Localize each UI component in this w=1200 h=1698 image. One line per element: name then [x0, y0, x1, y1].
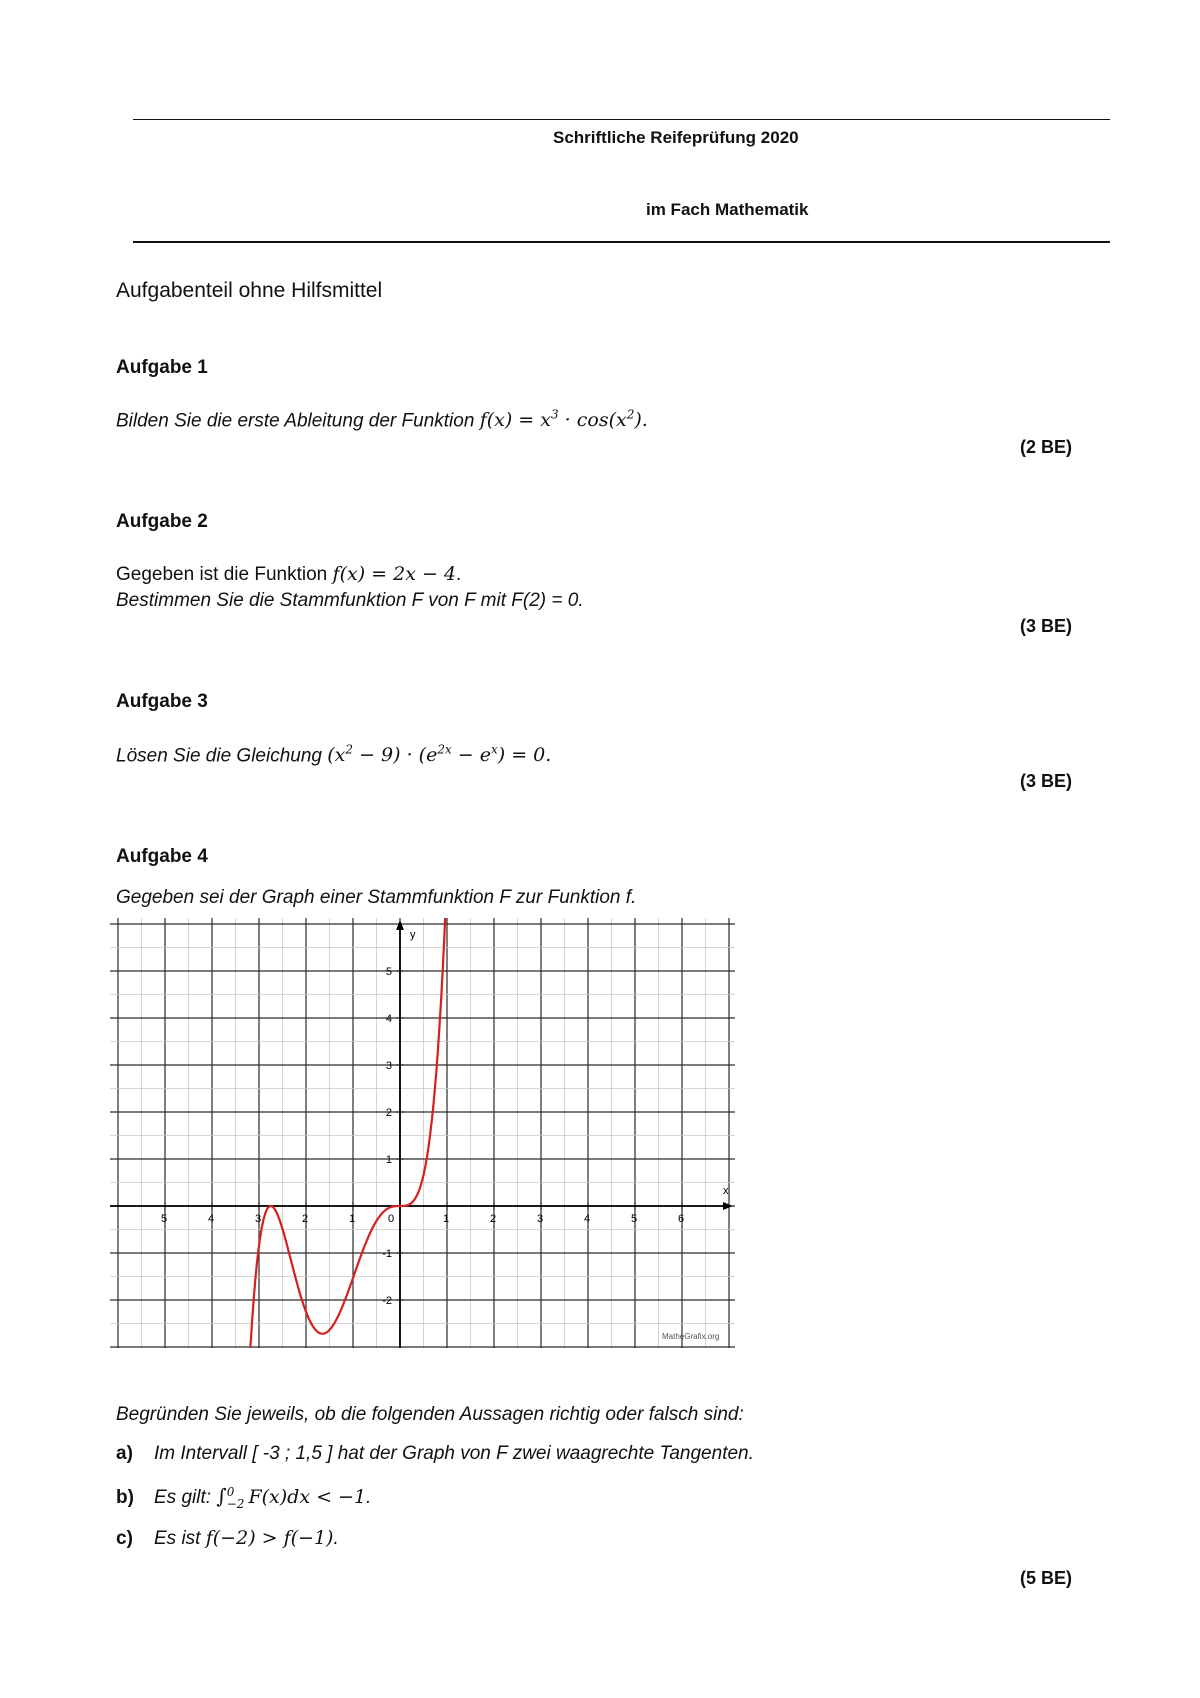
task4-question: Begründen Sie jeweils, ob die folgenden Aussagen richtig oder falsch sind:: [116, 1404, 744, 1425]
task4-points: (5 BE): [1020, 1568, 1073, 1588]
item-b-formula: F(x)dx < −1: [248, 1486, 367, 1508]
header-bottom-rule: [133, 241, 1110, 243]
task2-formula: f(x) = 2x − 4: [332, 563, 456, 585]
task3-text: [116, 743, 551, 767]
task1-points: (2 BE): [1020, 437, 1073, 457]
section-title: Aufgabenteil ohne Hilfsmittel: [116, 279, 383, 302]
y-tick-label: 3: [385, 1060, 392, 1072]
y-tick-label: -1: [382, 1248, 392, 1260]
y-tick-label: 4: [385, 1013, 392, 1025]
task1-title: Aufgabe 1: [116, 357, 208, 378]
item-c-label: c): [116, 1528, 133, 1549]
item-a-text: Im Intervall [ -3 ; 1,5 ] hat der Graph von F zwei waagrechte Tangenten.: [154, 1443, 754, 1464]
x-tick-label: 0: [388, 1213, 395, 1225]
y-axis-arrow: [396, 920, 404, 930]
task4-title: Aufgabe 4: [116, 846, 208, 867]
integral-upper: 0: [226, 1484, 235, 1499]
x-axis-arrow: [723, 1202, 733, 1210]
task3-formula: $(x^2 - 9) \cdot (e^{2x} - e^x) = 0$.: [327, 743, 552, 767]
item-b-prefix: Es gilt:: [154, 1487, 217, 1508]
x-tick-label: 1: [443, 1213, 450, 1225]
item-c-prefix: Es ist: [154, 1528, 206, 1549]
task2-line1-prefix: Gegeben ist die Funktion: [116, 564, 333, 585]
series-F-curve: [250, 918, 450, 1348]
task1-text: [116, 408, 648, 432]
y-tick-label: 1: [385, 1154, 392, 1166]
task4-item-a: [116, 1443, 754, 1465]
x-tick-label: 5: [161, 1213, 168, 1225]
y-tick-label: 2: [385, 1107, 392, 1119]
x-tick-label: 6: [678, 1213, 685, 1225]
x-tick-label: 2: [302, 1213, 309, 1225]
y-tick-label: -2: [382, 1295, 392, 1307]
header-top-rule: [133, 119, 1110, 120]
header-title: Schriftliche Reifeprüfung 2020: [553, 128, 799, 147]
y-axis-label: y: [410, 929, 416, 941]
y-tick-label: 5: [385, 966, 392, 978]
task2-points: (3 BE): [1020, 616, 1073, 636]
item-c-formula: f(−2) > f(−1): [205, 1527, 334, 1549]
task2-line1: Gegeben ist die Funktion f(x) = 2x − 4.: [116, 563, 462, 585]
integral-lower: −2: [226, 1496, 245, 1511]
integral-bounds: [227, 1486, 245, 1510]
task4-item-c: c) Es ist f(−2) > f(−1).: [116, 1527, 339, 1549]
x-tick-label: 4: [584, 1213, 591, 1225]
task3-points: (3 BE): [1020, 771, 1073, 791]
item-a-label: a): [116, 1443, 133, 1464]
x-tick-label: 3: [537, 1213, 544, 1225]
task4-item-b: b) Es gilt: ∫ 0 −2 F(x)dx < −1.: [116, 1484, 372, 1511]
watermark-text: MatheGrafix.org: [662, 1332, 720, 1341]
task1-text-prefix: Bilden Sie die erste Ableitung der Funktion: [116, 410, 480, 432]
x-tick-label: 4: [208, 1213, 215, 1225]
task2-title: Aufgabe 2: [116, 511, 208, 532]
item-b-label: b): [116, 1487, 134, 1508]
antiderivative-graph: [110, 918, 735, 1348]
x-tick-label: 2: [490, 1213, 497, 1225]
x-axis-label: x: [723, 1185, 729, 1197]
task3-text-prefix: Lösen Sie die Gleichung: [116, 745, 328, 767]
x-tick-label: 3: [255, 1213, 262, 1225]
x-tick-label: 5: [631, 1213, 638, 1225]
x-tick-label: 1: [349, 1213, 356, 1225]
header-subtitle: im Fach Mathematik: [646, 200, 809, 219]
task1-formula: $f(x) = x^3 \cdot \cos(x^2)$.: [479, 408, 648, 432]
task2-line2: Bestimmen Sie die Stammfunktion F von F mit F(2) = 0.: [116, 590, 584, 611]
task4-intro: Gegeben sei der Graph einer Stammfunktion F zur Funktion f.: [116, 887, 637, 908]
integral-sign: ∫: [216, 1484, 227, 1508]
task3-title: Aufgabe 3: [116, 691, 208, 712]
